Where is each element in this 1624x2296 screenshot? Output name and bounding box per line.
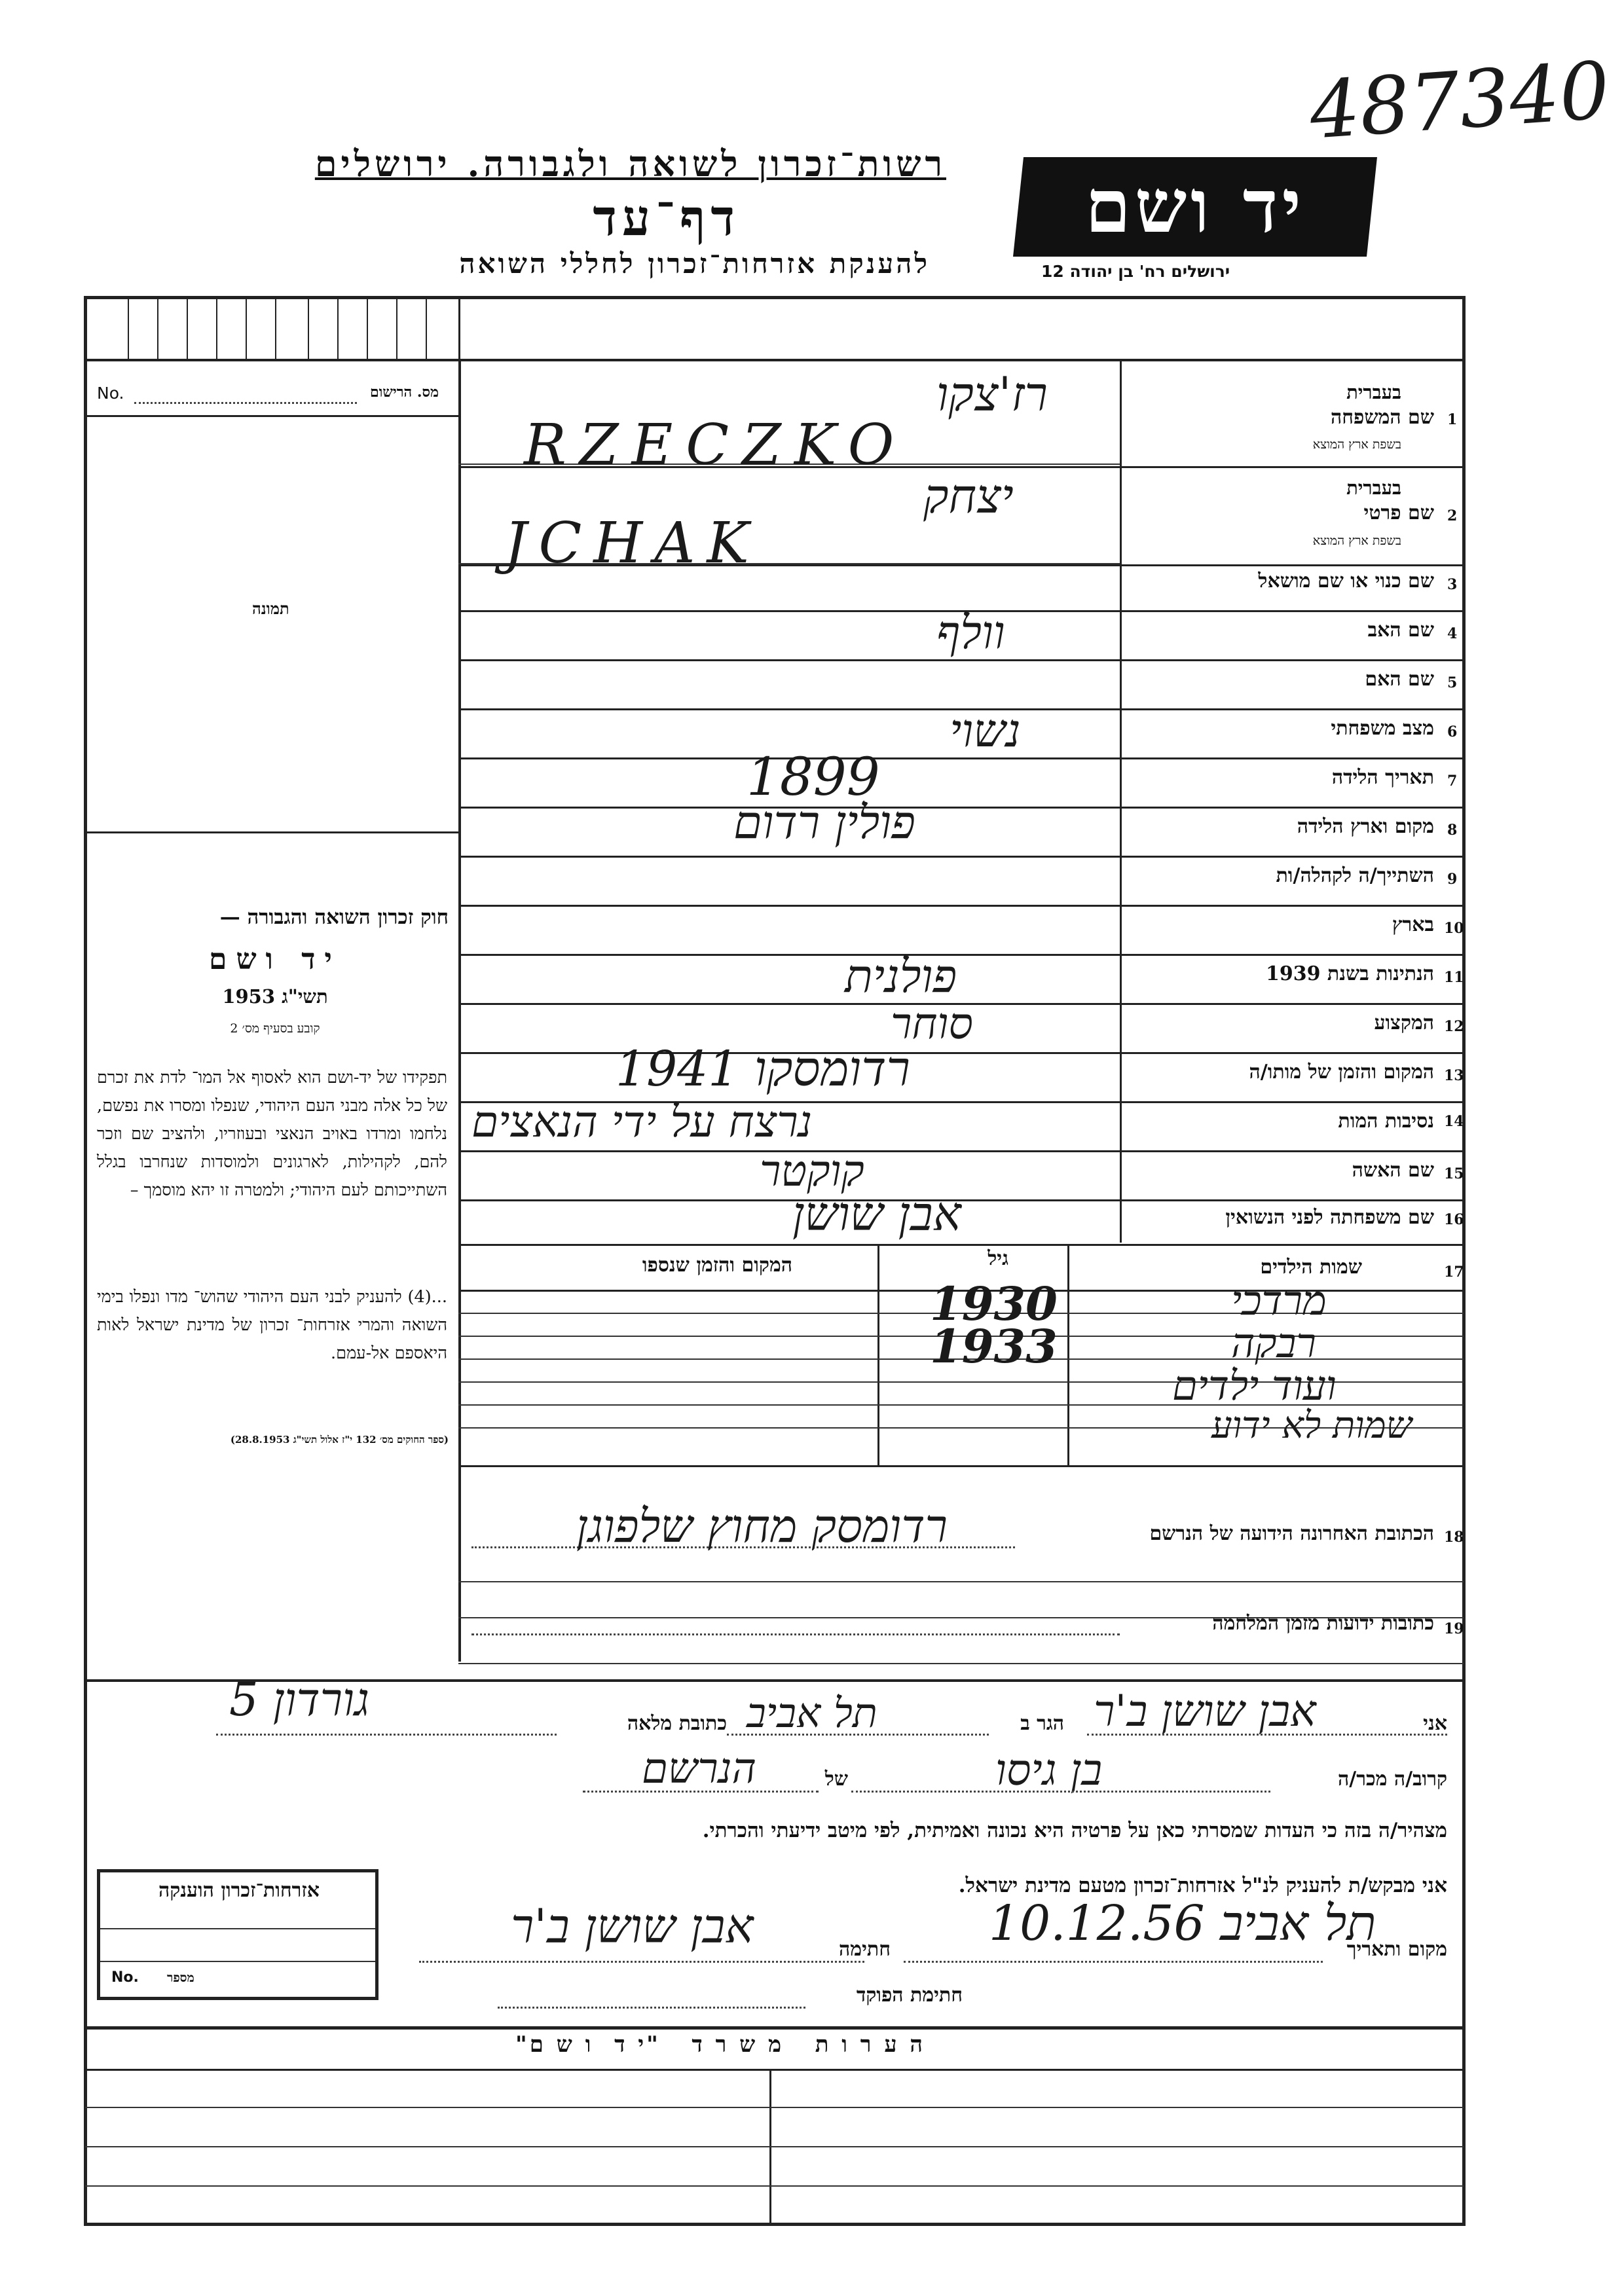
field-8-number: 8 xyxy=(1447,822,1458,839)
field-16-value: אבן שושן xyxy=(792,1186,961,1241)
address-19-label: כתובות ידועות מזמן המלחמה xyxy=(1212,1612,1434,1635)
address-18-value: רדומסק מחוץ שלפוגן xyxy=(576,1499,948,1553)
of-value: הנרשם xyxy=(642,1745,756,1793)
field-7-label: תאריך הלידה xyxy=(1331,766,1434,789)
child-2-age: 1933 xyxy=(930,1319,1058,1374)
child-4-name: שמות לא ידוע xyxy=(1211,1404,1412,1447)
child-2-name: רבקה xyxy=(1231,1319,1316,1367)
field-14-value: נרצח על ידי הנאצים xyxy=(471,1097,813,1147)
field-14-label: נסיבות המות xyxy=(1338,1110,1434,1133)
field-2-value-hebrew: יצחק xyxy=(923,469,1014,524)
address-19-number: 19 xyxy=(1444,1620,1464,1637)
place-date-value: תל אביב 10.12.56 xyxy=(989,1895,1376,1952)
field-2-sub-hebrew: בעברית xyxy=(1346,477,1401,499)
field-13-value: רדומסקו 1941 xyxy=(616,1041,910,1097)
field-1-label: שם המשפחה xyxy=(1330,406,1434,429)
field-5-number: 5 xyxy=(1447,674,1458,691)
field-6-value: נשוי xyxy=(950,704,1021,757)
field-12-label: המקצוע xyxy=(1374,1011,1434,1034)
children-col-age: גיל xyxy=(987,1247,1008,1270)
field-8-value: פולין רדום xyxy=(733,795,915,849)
field-1-sub-origin: בשפת ארץ המוצא xyxy=(1312,437,1401,452)
field-7-number: 7 xyxy=(1447,773,1458,790)
field-11-number: 11 xyxy=(1444,969,1464,986)
field-1-value-hebrew: רז'צקו xyxy=(936,367,1048,422)
logo-text: יד ושם xyxy=(1084,164,1306,249)
officer-signature-label: חתימת הפוקד xyxy=(856,1984,963,2007)
registration-no-label: No. xyxy=(97,384,124,403)
field-11-value: פולנית xyxy=(845,949,957,1003)
field-4-number: 4 xyxy=(1447,625,1458,642)
logo-address: ירושלים רח' בן יהודה 12 xyxy=(1041,262,1230,281)
citizenship-box-number-label: מספר xyxy=(167,1971,194,1985)
address-18-number: 18 xyxy=(1444,1529,1464,1546)
field-16-number: 16 xyxy=(1444,1211,1464,1228)
citizenship-box-no-label: No. xyxy=(111,1969,139,1986)
authority-title: רשות־זכרון לשואה ולגבורה. ירושלים xyxy=(314,143,946,185)
relative-label: קרוב/ה מכר/ה xyxy=(1338,1768,1447,1791)
field-2-sub-origin: בשפת ארץ המוצא xyxy=(1312,534,1401,548)
field-6-number: 6 xyxy=(1447,723,1458,740)
law-clause: קובע בסעיף מס׳ 2 xyxy=(230,1021,320,1036)
address-label: כתובת מלאה xyxy=(627,1712,727,1735)
field-13-label: המקום והזמן של מותו/ה xyxy=(1249,1061,1434,1084)
child-1-name: מרדכי xyxy=(1231,1277,1327,1324)
field-10-label: בארץ xyxy=(1392,913,1434,936)
law-year: תשי"ג 1953 xyxy=(222,985,328,1008)
field-9-number: 9 xyxy=(1447,871,1458,888)
field-15-value: קוקטר xyxy=(760,1146,864,1196)
law-title: חוק זכרון השואה והגבורה — xyxy=(219,905,449,929)
field-2-label: שם פרטי xyxy=(1363,501,1434,524)
field-16-label: שם משפחתה לפני הנשואין xyxy=(1225,1206,1434,1229)
field-15-label: שם האשה xyxy=(1352,1159,1434,1182)
law-text-2: ...(4) להעניק לבני העם היהודי שהוש־ מדו ונפלו בימי השואה והמרי אזרחות־ זכרון של מדינת ישראל לאות היאספם אל-עמם. xyxy=(97,1287,447,1363)
law-name: יד ושם xyxy=(209,943,341,976)
resident-label: הגר ב xyxy=(1020,1712,1064,1735)
field-4-label: שם האב xyxy=(1367,619,1434,642)
of-label: של xyxy=(824,1768,848,1791)
law-text: תפקידו של יד-ושם הוא לאסוף אל המו־ לדת את זכרם של כל אלה מבני העם היהודי, שנפלו ומסרו את נפשם, נלחמו ומרדו באויב הנאצי ובעוזריו, ולהציב שם וזכר להם, לקהילות, לארגונים ולמוסדות שנחרבו בגלל השתייכותם לעם היהודי; ולמטרה זו יהא מוסמך – xyxy=(97,1068,447,1200)
field-6-label: מצב משפחתי xyxy=(1331,717,1434,740)
field-7-value: 1899 xyxy=(747,746,880,807)
citizenship-box-title: אזרחות־זכרון הוענקה xyxy=(158,1879,320,1902)
field-11-label: הנתינות בשנת 1939 xyxy=(1265,962,1434,985)
declaration-i-label: אני xyxy=(1423,1712,1447,1735)
field-10-number: 10 xyxy=(1444,920,1464,937)
address-18-label: הכתובת האחרונה הידועה של הנרשם xyxy=(1149,1522,1434,1545)
children-col-place: המקום והזמן שנספו xyxy=(642,1254,792,1277)
declaration-statement: מצהיר/ה בזה כי העדות שמסרתי כאן על פרטיה היא נכונה ואמיתית, לפי מיטב ידיעתי והכרתי. xyxy=(702,1819,1447,1842)
field-9-label: השתייך/ה לקהלה/ות xyxy=(1276,864,1434,887)
law-source: (ספר החוקים מס׳ 132 י"ז אלול תשי"ג 28.8.1953) xyxy=(230,1434,449,1446)
field-1-number: 1 xyxy=(1447,411,1458,428)
field-4-value: וולף xyxy=(936,606,1005,659)
archive-number: 487340 xyxy=(1306,45,1613,157)
field-12-number: 12 xyxy=(1444,1018,1464,1035)
child-3-name: ועוד ילדים xyxy=(1172,1362,1337,1410)
declarant-address: גורדון 5 xyxy=(229,1673,370,1726)
form-title: דף־עד xyxy=(593,189,740,247)
field-14-number: 14 xyxy=(1444,1113,1464,1130)
declarant-name: אבן שושן ב'ר xyxy=(1094,1686,1316,1736)
field-8-label: מקום וארץ הלידה xyxy=(1297,815,1434,838)
field-13-number: 13 xyxy=(1444,1067,1464,1084)
place-date-label: מקום ותאריך xyxy=(1346,1938,1447,1961)
signature-value: אבן שושן ב'ר xyxy=(511,1899,754,1954)
children-number: 17 xyxy=(1444,1264,1464,1281)
field-15-number: 15 xyxy=(1444,1165,1464,1182)
children-col-names: שמות הילדים xyxy=(1260,1256,1362,1279)
registration-number-label: מס. הרישום xyxy=(370,384,439,401)
office-notes-title: ה ע ר ו ת מ ש ר ד "י ד ו ש ם" xyxy=(515,2032,925,2058)
field-3-label: שם כנוי או שם מושאל xyxy=(1258,570,1434,592)
form-subtitle: להענקת אזרחות־זכרון לחללי השואה xyxy=(459,247,930,280)
yad-vashem-logo xyxy=(1013,157,1377,257)
field-1-sub-hebrew: בעברית xyxy=(1346,381,1401,403)
photo-label: תמונה xyxy=(252,599,289,618)
field-2-number: 2 xyxy=(1447,507,1458,524)
declaration-request: אני מבקש/ת להעניק לנ"ל אזרחות־זכרון מטעם מדינת ישראל. xyxy=(958,1874,1447,1897)
field-12-value: סוחר xyxy=(891,998,973,1049)
field-2-value-origin: JCHAK xyxy=(504,511,761,576)
relation-value: בן גיסו xyxy=(995,1745,1103,1795)
signature-label: חתימה xyxy=(839,1938,891,1961)
declarant-city: תל אביב xyxy=(747,1689,877,1737)
field-5-label: שם האם xyxy=(1365,668,1434,691)
field-1-value-origin: RZECZKO xyxy=(524,412,908,478)
child-1-age: 1930 xyxy=(930,1277,1058,1331)
field-3-number: 3 xyxy=(1447,576,1458,593)
